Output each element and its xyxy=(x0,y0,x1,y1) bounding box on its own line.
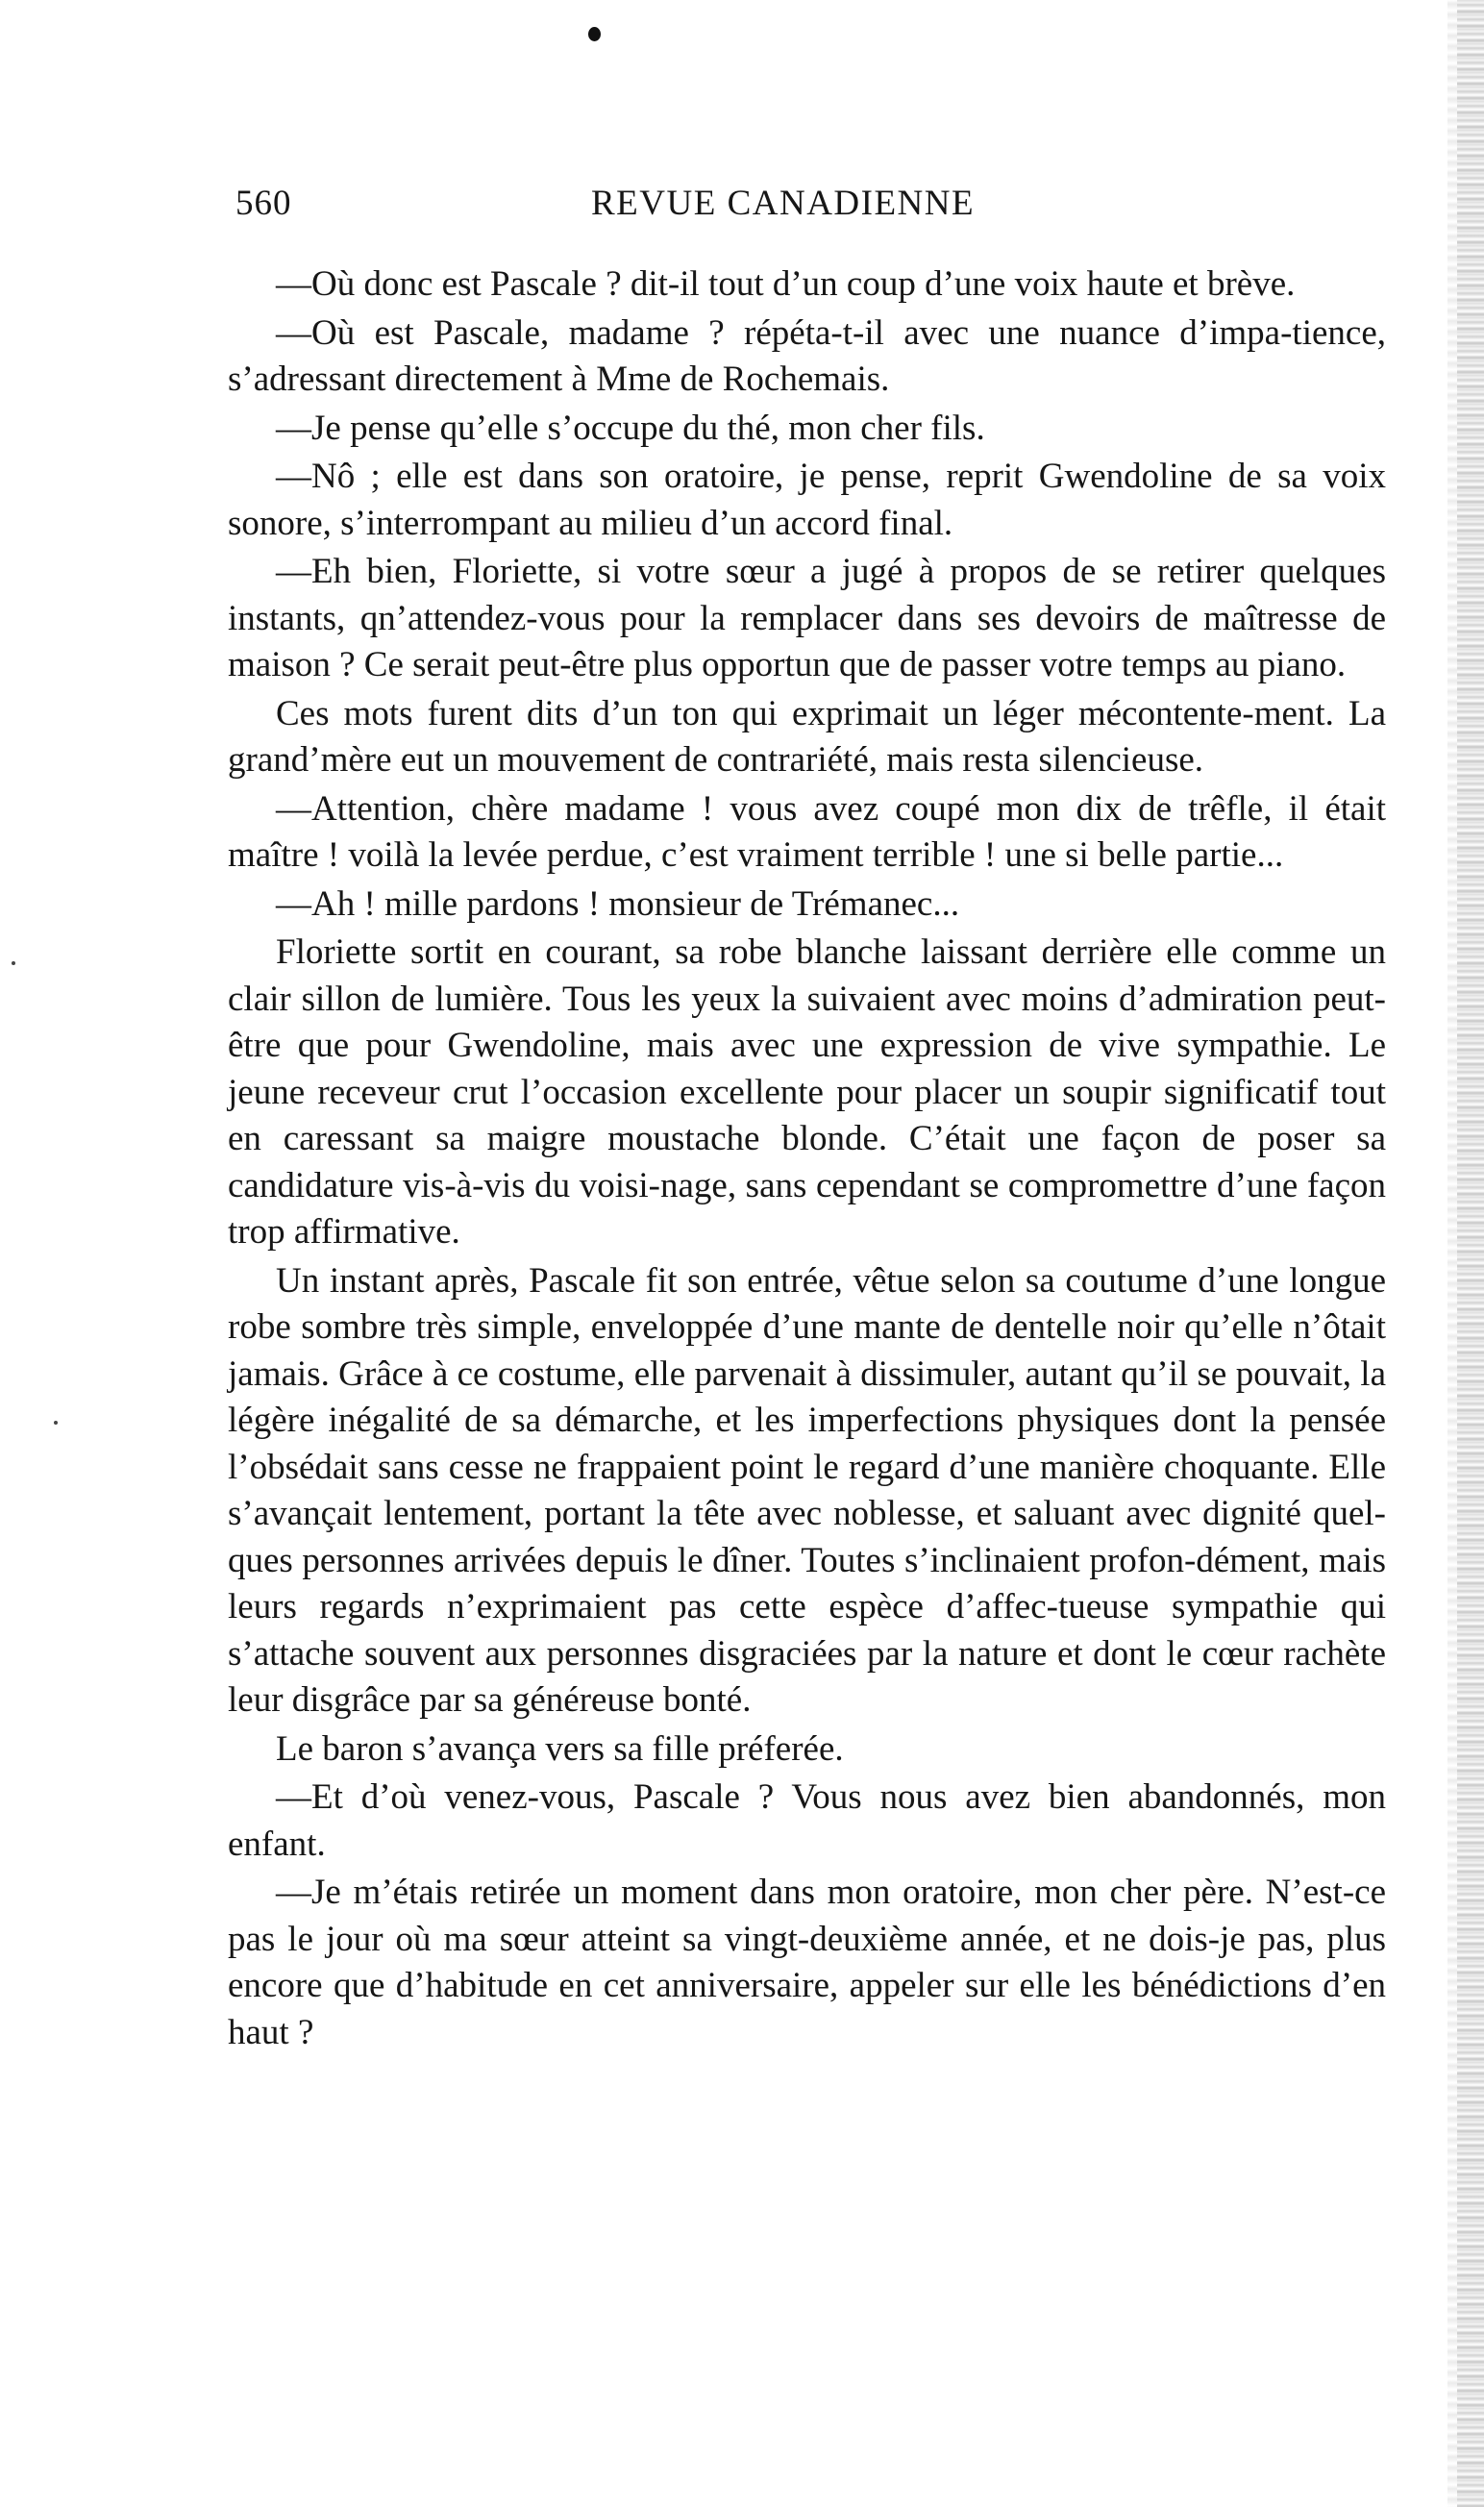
paragraph: —Je pense qu’elle s’occupe du thé, mon cher fils. xyxy=(276,408,985,448)
paragraph: —Ah ! mille pardons ! monsieur de Trémanec... xyxy=(276,883,960,924)
paragraph: Le baron s’avança vers sa fille préferée. xyxy=(276,1728,844,1769)
scan-edge-shadow xyxy=(1447,0,1457,2507)
page-number: 560 xyxy=(235,184,292,223)
paragraph: —Je m’étais retirée un moment dans mon oratoire, mon cher père. N’est-ce pas le jour où ma sœur atteint sa vingt-deuxième année, et ne dois-je pas, plus encore que d’habitude en cet anniversaire, appeler sur elle les bénédictions d’en haut ? xyxy=(228,1873,1386,2052)
scan-speck xyxy=(12,961,15,965)
paragraph: —Où est Pascale, madame ? répéta-t-il avec une nuance d’impa-tience, s’adressant directement à Mme de Rochemais. xyxy=(228,312,1386,399)
scan-speck xyxy=(54,1421,58,1425)
paragraph: Floriette sortit en courant, sa robe blanche laissant derrière elle comme un clair sillon de lumière. Tous les yeux la suivaient avec moins d’admiration peut-être que pour Gwendoline, mais avec une expression de vive sympathie. Le jeune receveur crut l’occasion excellente pour placer un soupir significatif tout en caressant sa maigre moustache blonde. C’était une façon de poser sa candidature vis-à-vis du voisi-nage, sans cependant se compromettre d’une façon trop affirmative. xyxy=(228,932,1386,1252)
paragraph: —Attention, chère madame ! vous avez coupé mon dix de trêfle, il était maître ! voilà la levée perdue, c’est vraiment terrible ! une si belle partie... xyxy=(228,788,1386,875)
paragraph: Un instant après, Pascale fit son entrée, vêtue selon sa coutume d’une longue robe sombre très simple, enveloppée d’une mante de dentelle noir qu’elle n’ôtait jamais. Grâce à ce costume, elle parvenait à dissimuler, autant qu’il se pouvait, la légère inégalité de sa démarche, et les imperfections physiques dont la pensée l’obsédait sans cesse ne frappaient point le regard d’une manière choquante. Elle s’avançait lentement, portant la tête avec noblesse, et saluant avec dignité quel-ques personnes arrivées depuis le dîner. Toutes s’inclinaient profon-dément, mais leurs regards n’exprimaient pas cette espèce d’affec-tueuse sympathie qui s’attache souvent aux personnes disgraciées par la nature et dont le cœur rachète leur disgrâce par sa généreuse bonté. xyxy=(228,1260,1386,1720)
body-text xyxy=(228,261,1386,2058)
paragraph: —Où donc est Pascale ? dit-il tout d’un coup d’une voix haute et brève. xyxy=(276,264,1296,304)
paragraph: —Eh bien, Floriette, si votre sœur a jugé à propos de se retirer quelques instants, qn’attendez-vous pour la remplacer dans ses devoirs de maîtresse de maison ? Ce serait peut-être plus opportun que de passer votre temps au piano. xyxy=(228,552,1386,684)
ink-dot-mark xyxy=(588,27,601,41)
paragraph: —Et d’où venez-vous, Pascale ? Vous nous avez bien abandonnés, mon enfant. xyxy=(228,1777,1386,1864)
paragraph: Ces mots furent dits d’un ton qui exprimait un léger mécontente-ment. La grand’mère eut un mouvement de contrariété, mais resta silencieuse. xyxy=(228,693,1386,780)
page-header xyxy=(235,183,1394,233)
scan-edge xyxy=(1457,0,1484,2507)
paragraph: —Nô ; elle est dans son oratoire, je pense, reprit Gwendoline de sa voix sonore, s’interrompant au milieu d’un accord final. xyxy=(228,457,1386,543)
running-title: REVUE CANADIENNE xyxy=(591,184,976,223)
